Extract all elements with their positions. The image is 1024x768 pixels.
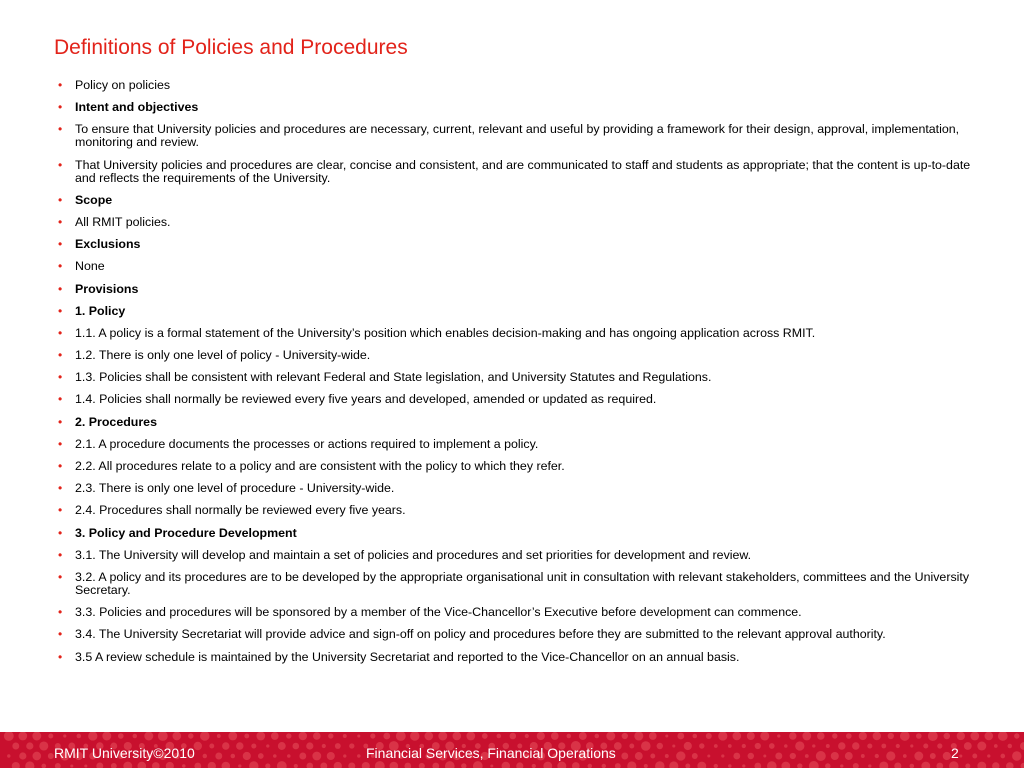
bullet-dot-icon: • [58, 547, 63, 562]
bullet-dot-icon: • [58, 459, 63, 473]
footer-department: Financial Services, Financial Operations [366, 745, 616, 761]
bullet-item [58, 504, 993, 517]
bullet-dot-icon: • [58, 122, 63, 137]
bullet-dot-icon: • [58, 237, 63, 252]
bullet-item [58, 482, 993, 495]
bullet-text: Policy on policies [75, 78, 171, 92]
bullet-dot-icon: • [58, 259, 63, 274]
bullet-text: That University policies and procedures are clear, concise and consistent, and are communicated to staff and students as appropriate; that the content is up-to-date and reflects the requirements of the University. [75, 157, 971, 185]
bullet-text: Intent and objectives [75, 100, 199, 115]
bullet-item [58, 628, 993, 641]
slide-title: Definitions of Policies and Procedures [54, 36, 408, 59]
bullet-dot-icon: • [58, 392, 63, 407]
bullet-text: 2. Procedures [75, 414, 157, 429]
bullet-text: 2.4. Procedures shall normally be reviewed every five years. [75, 503, 406, 518]
bullet-text: 3.2. A policy and its procedures are to be developed by the appropriate organisational unit in consultation with relevant stakeholders, committees and the University Secretary. [75, 569, 970, 597]
bullet-dot-icon: • [58, 157, 63, 172]
bullet-item [58, 371, 993, 384]
bullet-text: 3. Policy and Procedure Development [75, 525, 297, 540]
bullet-dot-icon: • [58, 100, 63, 115]
bullet-text: All RMIT policies. [75, 214, 171, 229]
bullet-text: To ensure that University policies and procedures are necessary, current, relevant and useful by providing a framework for their design, approval, implementation, monitoring and review. [75, 122, 960, 150]
bullet-dot-icon: • [58, 436, 63, 451]
bullet-item [58, 571, 993, 597]
bullet-text: 1.2. There is only one level of policy - University-wide. [75, 348, 371, 363]
bullet-text: 1.1. A policy is a formal statement of the University’s position which enables decision-making and has ongoing application across RMIT. [75, 325, 816, 340]
bullet-item [58, 393, 993, 406]
footer-copyright: RMIT University©2010 [54, 745, 195, 761]
bullet-dot-icon: • [58, 325, 63, 340]
bullet-text: 3.5 A review schedule is maintained by the University Secretariat and reported to the Vice-Chancellor on an annual basis. [75, 649, 740, 664]
bullet-item [58, 606, 993, 619]
bullet-text: Exclusions [75, 237, 141, 252]
bullet-dot-icon: • [58, 214, 63, 229]
bullet-item [58, 79, 993, 92]
bullet-item [58, 305, 993, 318]
bullet-dot-icon: • [58, 303, 63, 318]
bullet-item [58, 159, 993, 185]
bullet-item [58, 460, 993, 473]
bullet-dot-icon: • [58, 414, 63, 429]
bullet-item [58, 527, 993, 540]
bullet-item [58, 283, 993, 296]
bullet-item [58, 216, 993, 229]
bullet-text: 3.1. The University will develop and maintain a set of policies and procedures and set priorities for development and review. [75, 547, 752, 562]
bullet-dot-icon: • [58, 569, 63, 584]
bullet-text: 3.4. The University Secretariat will provide advice and sign-off on policy and procedures before they are submitted to the relevant approval authority. [75, 627, 886, 642]
bullet-dot-icon: • [58, 370, 63, 385]
bullet-text: 1. Policy [75, 303, 126, 318]
bullet-text: 1.4. Policies shall normally be reviewed every five years and developed, amended or updated as required. [75, 392, 657, 407]
bullet-item [58, 123, 993, 149]
bullet-text: 1.3. Policies shall be consistent with relevant Federal and State legislation, and University Statutes and Regulations. [75, 370, 712, 385]
bullet-item [58, 416, 993, 429]
footer-bar [0, 732, 1024, 768]
bullet-dot-icon: • [58, 627, 63, 642]
bullet-list [58, 79, 993, 673]
bullet-text: Provisions [75, 281, 139, 296]
bullet-item [58, 549, 993, 562]
bullet-dot-icon: • [58, 281, 63, 296]
bullet-text: 3.3. Policies and procedures will be sponsored by a member of the Vice-Chancellor’s Executive before development can commence. [75, 605, 802, 620]
bullet-item [58, 349, 993, 362]
bullet-text: Scope [75, 192, 113, 207]
bullet-text: None [75, 259, 105, 274]
page-number: 2 [951, 745, 959, 761]
bullet-dot-icon: • [58, 605, 63, 620]
bullet-item [58, 651, 993, 664]
bullet-text: 2.2. All procedures relate to a policy and are consistent with the policy to which they refer. [75, 459, 565, 473]
bullet-item [58, 194, 993, 207]
bullet-dot-icon: • [58, 525, 63, 540]
bullet-dot-icon: • [58, 503, 63, 518]
bullet-item [58, 238, 993, 251]
bullet-text: 2.1. A procedure documents the processes or actions required to implement a policy. [75, 436, 539, 451]
bullet-item [58, 260, 993, 273]
bullet-dot-icon: • [58, 649, 63, 664]
bullet-item [58, 327, 993, 340]
bullet-dot-icon: • [58, 348, 63, 363]
bullet-text: 2.3. There is only one level of procedure - University-wide. [75, 481, 395, 496]
bullet-dot-icon: • [58, 78, 63, 92]
bullet-dot-icon: • [58, 481, 63, 496]
bullet-dot-icon: • [58, 192, 63, 207]
bullet-item [58, 101, 993, 114]
bullet-item [58, 438, 993, 451]
